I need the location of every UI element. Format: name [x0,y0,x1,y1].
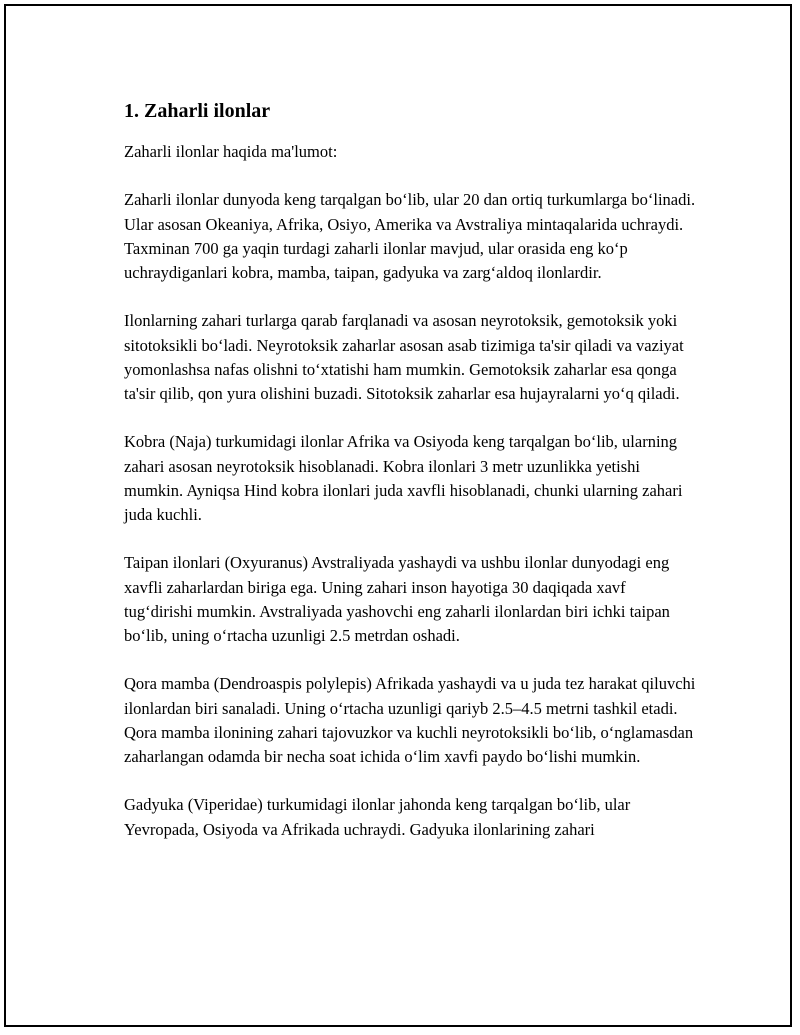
page-content [124,98,696,842]
paragraph-distribution: Zaharli ilonlar dunyoda keng tarqalgan bo‘lib, ular 20 dan ortiq turkumlarga bo‘linadi. Ular asosan Okeaniya, Afrika, Osiyo, Amerika va Avstraliya mintaqalarida uchraydi. Taxminan 700 ga yaqin turdagi zaharli ilonlar mavjud, ular orasida eng ko‘p uchraydiganlari kobra, mamba, taipan, gadyuka va zarg‘aldoq ilonlardir. [124,190,696,282]
paragraph-viper: Gadyuka (Viperidae) turkumidagi ilonlar jahonda keng tarqalgan bo‘lib, ular Yevropada, Osiyoda va Afrikada uchraydi. Gadyuka ilonlarining zahari [124,795,631,839]
page-frame [4,4,792,1027]
paragraph-cobra: Kobra (Naja) turkumidagi ilonlar Afrika va Osiyoda keng tarqalgan bo‘lib, ularning zahari asosan neyrotoksik hisoblanadi. Kobra ilonlari 3 metr uzunlikka yetishi mumkin. Ayniqsa Hind kobra ilonlari juda xavfli hisoblanadi, chunki ularning zahari juda kuchli. [124,432,683,524]
intro-line: Zaharli ilonlar haqida ma'lumot: [124,142,338,161]
paragraph-black-mamba: Qora mamba (Dendroaspis polylepis) Afrikada yashaydi va u juda tez harakat qiluvchi ilonlardan biri sanaladi. Uning o‘rtacha uzunligi qariyb 2.5–4.5 metrni tashkil etadi. Qora mamba ilonining zahari tajovuzkor va kuchli neyrotoksikli bo‘lib, o‘nglamasdan zaharlangan odamda bir necha soat ichida o‘lim xavfi paydo bo‘lishi mumkin. [124,674,696,766]
paragraph-venom-types: Ilonlarning zahari turlarga qarab farqlanadi va asosan neyrotoksik, gemotoksik yoki sitotoksikli bo‘ladi. Neyrotoksik zaharlar asosan asab tizimiga ta'sir qiladi va vaziyat yomonlashsa nafas olishni to‘xtatishi ham mumkin. Gemotoksik zaharlar esa qonga ta'sir qilib, qon yura olishini buzadi. Sitotoksik zaharlar esa hujayralarni yo‘q qiladi. [124,311,684,403]
paragraph-taipan: Taipan ilonlari (Oxyuranus) Avstraliyada yashaydi va ushbu ilonlar dunyodagi eng xavfli zaharlardan biriga ega. Uning zahari inson hayotiga 30 daqiqada xavf tug‘dirishi mumkin. Avstraliyada yashovchi eng zaharli ilonlardan biri ichki taipan bo‘lib, uning o‘rtacha uzunligi 2.5 metrdan oshadi. [124,553,670,645]
section-heading: 1. Zaharli ilonlar [124,100,271,122]
